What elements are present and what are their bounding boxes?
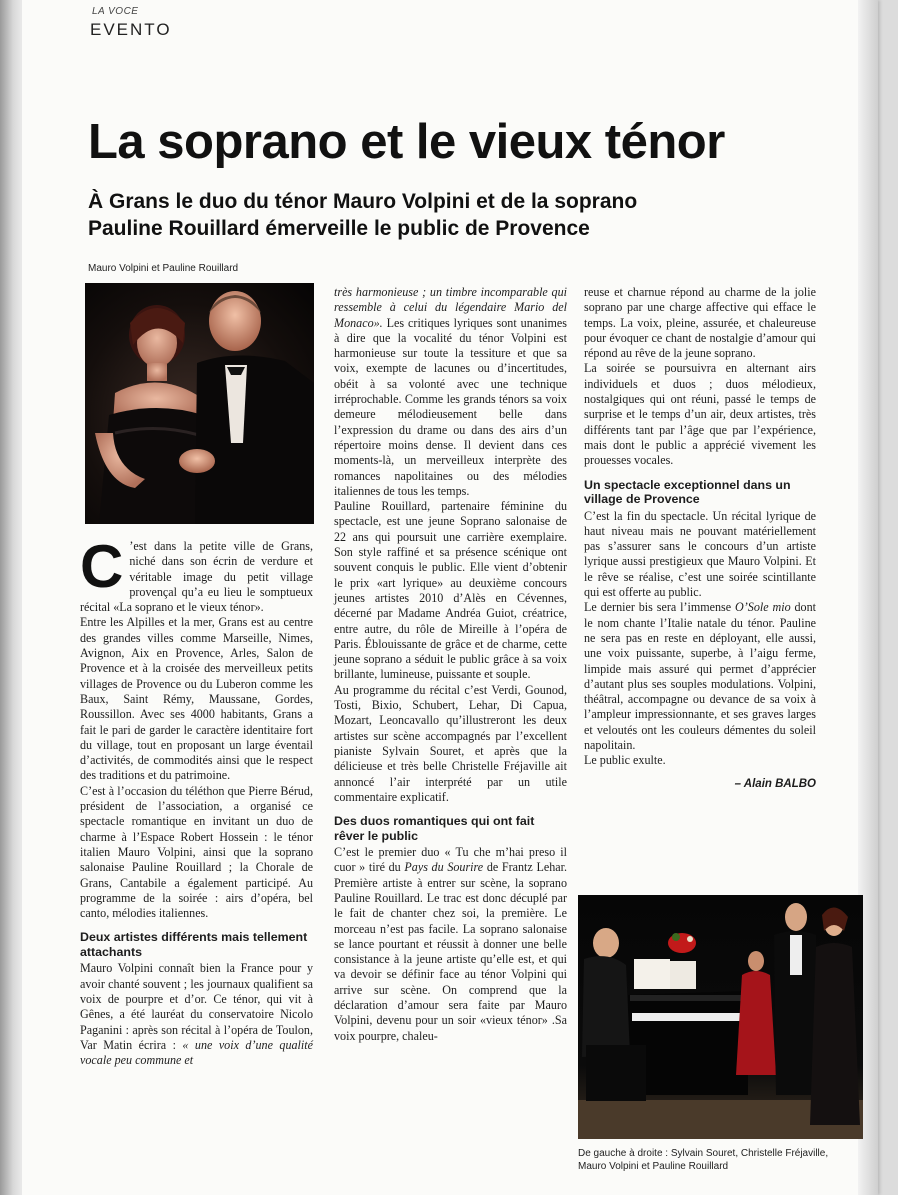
col3-paragraph-4-text-a: Le dernier bis sera l’immense (584, 600, 736, 615)
section-label: EVENTO (90, 20, 172, 39)
pays-du-sourire-title: Pays du Sourire (404, 860, 484, 875)
photo-caption: De gauche à droite : Sylvain Souret, Christelle Fréjaville, Mauro Volpini et Pauline Rouillard (578, 1148, 829, 1172)
page-binding-shadow (0, 0, 22, 1195)
subheading-deux-artistes: Deux artistes différents mais tellement attachants (80, 930, 308, 959)
col3-paragraph-3: C’est la fin du spectacle. Un récital lyrique de haut niveau mais ne pouvant matériellement pas s’assurer sans le concours d’un artiste lyrique aussi prestigieux que Mauro Volpini. Et le rêve se réalise, c’est une soirée scintillante qui est offerte au public. (584, 508, 816, 600)
magazine-name: LA VOCE (92, 6, 139, 17)
var-matin-quote-end: très harmonieuse ; un timbre incomparable qui ressemble à celui du légendaire Mario del Monaco». (334, 285, 567, 330)
var-matin-quote: « une voix d’une qualité vocale peu commune et (80, 1037, 313, 1068)
col3-paragraph-1: reuse et charnue répond au charme de la jolie soprano par une charge affective qui efface le temps. La voix, pleine, assurée, et chaleureuse pour évoquer ce chant de nostalgie d’amour qui répond au rêve de la jeune soprano. (584, 285, 816, 361)
article-column-1 (80, 533, 313, 1069)
col1-paragraph-1: ’est dans la petite ville de Grans, niché dans son écrin de verdure et véritable image du petit village provençal qu’a eu lieu le somptueux récital «La soprano et le vieux ténor». (80, 539, 313, 615)
col3-paragraph-4 (584, 600, 816, 753)
drop-cap: C (80, 533, 124, 600)
article-column-3 (584, 285, 816, 792)
col1-paragraph-4 (80, 961, 313, 1068)
photo-soprano-and-tenor (85, 283, 314, 524)
col2-paragraph-4-text-b: de Frantz Lehar. Première artiste à entrer sur scène, la soprano Pauline Rouillard. Le trac est donc décuplé par le fait de chanter chez soi, la première. Le morceau n’est pas facile. La soprano salonaise se lance pourtant et réussit à donner une belle consistance à la jeune artiste qu’elle est, et qui va devoir se définir face au ténor Volpini qui arrive sur scène. On comprend que la déclaration d’amour sera faite par Mauro Volpini, devenu pour un soir «vieux ténor» .Sa voix pourpre, chaleu- (334, 860, 568, 1043)
col2-paragraph-4-text-a: C’est le premier duo « Tu che m’hai preso il cuor » tiré du (334, 845, 567, 875)
stage-illustration (578, 895, 863, 1139)
subtitle-line-1: À Grans le duo du ténor Mauro Volpini et de la soprano (88, 190, 638, 213)
col1-paragraph-2: Entre les Alpilles et la mer, Grans est au centre des grandes villes comme Marseille, Nimes, Avignon, Aix en Provence, Arles, Salon de Provence et à la croisée des merveilleux petits villages de Provence ou du Luberon comme les Baux, Saint Rémy, Maussane, Gordes, Roussillon. Avec ses 4000 habitants, Grans a fait le pari de garder le caractère identitaire fort du village, tout en proposant un large éventail d’activités, de commodités ainsi que le respect des traditions et du patrimoine. (80, 615, 313, 783)
subtitle-line-2: Pauline Rouillard émerveille le public de Provence (88, 217, 590, 240)
article-subtitle (88, 188, 788, 242)
col2-paragraph-3: Au programme du récital c’est Verdi, Gounod, Tosti, Bixio, Schubert, Lehar, Di Capua, Mozart, Leoncavallo qu’illustreront les deux artistes sur scène accompagnés par l’excellent pianiste Sylvain Souret, et après que la délicieuse et très belle Christelle Fréjaville ait annoncé l’air interprété par un utile commentaire explicatif. (334, 682, 567, 804)
col1-paragraph-4-text: Mauro Volpini connaît bien la France pour y avoir chanté souvent ; les journaux qualifient sa voix de pourpre et d’or. Ce ténor, qui vit à Gênes, a été lauréat du conservatoire Nicolo Paganini : après son récital à l’opéra de Toulon, Var Matin écrira : (80, 961, 313, 1052)
photo-illustration (85, 283, 314, 524)
col3-paragraph-2: La soirée se poursuivra en alternant airs individuels et duos ; duos mélodieux, nostalgiques qui ont réuni, passé le temps de surprise et le temps d’un air, deux artistes, très différents tant par l’âge que par l’expérience, mais dont le public a apprécié vivement les prouesses vocales. (584, 361, 816, 468)
col2-paragraph-1-text: Les critiques lyriques sont unanimes à dire que la vocalité du ténor Volpini est harmonieuse sur toute la tessiture et que sa voix, exempte de lacunes ou d’incertitudes, obéit à sa volonté avec une technique irréprochable. Comme les grands ténors sa voix demeure mélodieusement belle dans l’expression du drame ou dans des airs d’un répertoire moins dense. Il devient dans ces moments-là, un merveilleux interprète des romances napolitaines ou des mélodies italiennes de tous les temps. (334, 315, 567, 498)
subheading-spectacle-exceptionnel: Un spectacle exceptionnel dans un village de Provence (584, 477, 791, 507)
o-sole-mio-title: O’Sole mio (735, 600, 791, 615)
col3-paragraph-5: Le public exulte. (584, 753, 666, 768)
col2-paragraph-2: Pauline Rouillard, partenaire féminine du spectacle, est une jeune Soprano salonaise de 22 ans qui poursuit une carrière exemplaire. Son style raffiné et sa présence scénique ont souvent conquis le public. Elle vient d’obtenir le prix «art lyrique» au deuxième concours jeunes artistes 2010 d’Alès en Cévennes, décerné par Madame Andréa Guiot, créatrice, entre autre, du rôle de Mireille à l’opéra de Paris. Éblouissante de grâce et de charme, cette jeune soprano a séduit le public grâce à sa voix brillante, lumineuse, puissante et souple. (334, 499, 567, 682)
col2-paragraph-1 (334, 285, 567, 499)
article-title: La soprano et le vieux ténor (88, 115, 725, 169)
col2-paragraph-4 (334, 845, 567, 1044)
col3-paragraph-4-text-b: dont le nom chante l’Italie natale du ténor. Pauline ne sera pas en reste en déployant, elle aussi, une voix puissante, superbe, à l’aigu ferme, limpide mais assuré qui permet d’apprécier d’autant plus ses souples modulations. Volpini, théâtral, accompagne ou devance de sa voix à l’ampleur impressionnante, et ses graves larges et veloutés ont les couleurs démentes du soleil napolitain. (584, 600, 817, 753)
photo-credit: Mauro Volpini et Pauline Rouillard (88, 263, 239, 274)
col1-paragraph-3: C’est à l’occasion du téléthon que Pierre Bérud, président de l’association, a organisé ce spectacle romantique en invitant un duo de charme à l’Espace Robert Hossein : le ténor italien Mauro Volpini, ainsi que la soprano salonaise Pauline Rouillard ; la Chorale de Grans, Cantabile a également participé. Au programme de la soirée : airs d’opéra, bel canto, mélodies italiennes. (80, 783, 313, 921)
article-column-2 (334, 285, 567, 1044)
author-signature: – Alain BALBO (734, 777, 816, 790)
subheading-des-duos: Des duos romantiques qui ont fait rêver le public (334, 814, 535, 843)
photo-stage-performance (578, 895, 863, 1139)
